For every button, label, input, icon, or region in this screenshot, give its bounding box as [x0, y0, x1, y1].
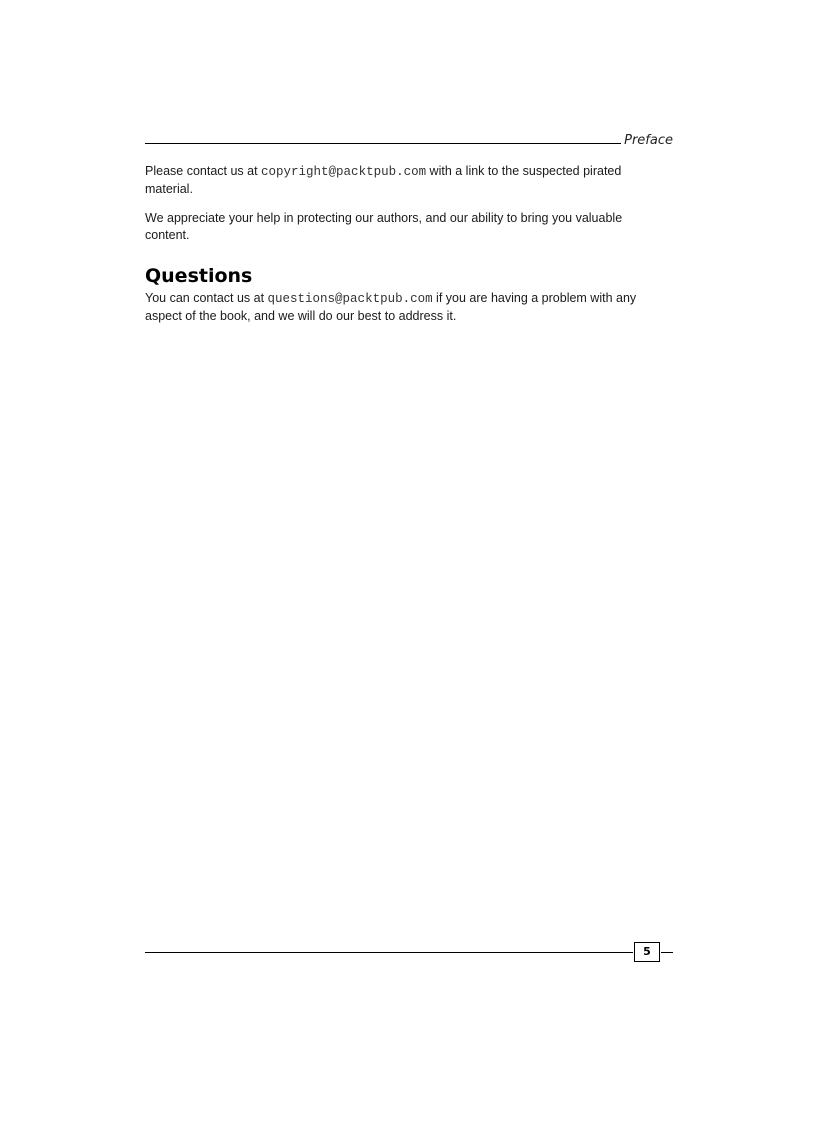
running-header	[145, 132, 673, 152]
header-rule	[145, 143, 621, 144]
questions-heading: Questions	[145, 265, 253, 287]
questions-text-prefix: You can contact us at	[145, 291, 268, 305]
page-footer	[145, 942, 675, 964]
running-header-title: Preface	[624, 133, 673, 148]
questions-text-suffix: if you are having a problem with any aspect of the book, and we will do our best to address it.	[145, 291, 637, 323]
questions-paragraph	[145, 290, 645, 325]
piracy-contact-paragraph	[145, 163, 655, 198]
piracy-contact-suffix: with a link to the suspected pirated material.	[145, 164, 622, 196]
copyright-email: copyright@packtpub.com	[261, 165, 427, 179]
footer-rule-right	[661, 952, 673, 953]
page-number: 5	[634, 942, 660, 962]
appreciation-paragraph: We appreciate your help in protecting our authors, and our ability to bring you valuable content.	[145, 211, 623, 242]
piracy-contact-prefix: Please contact us at	[145, 164, 262, 178]
questions-email: questions@packtpub.com	[267, 292, 433, 306]
footer-rule-left	[145, 952, 633, 953]
